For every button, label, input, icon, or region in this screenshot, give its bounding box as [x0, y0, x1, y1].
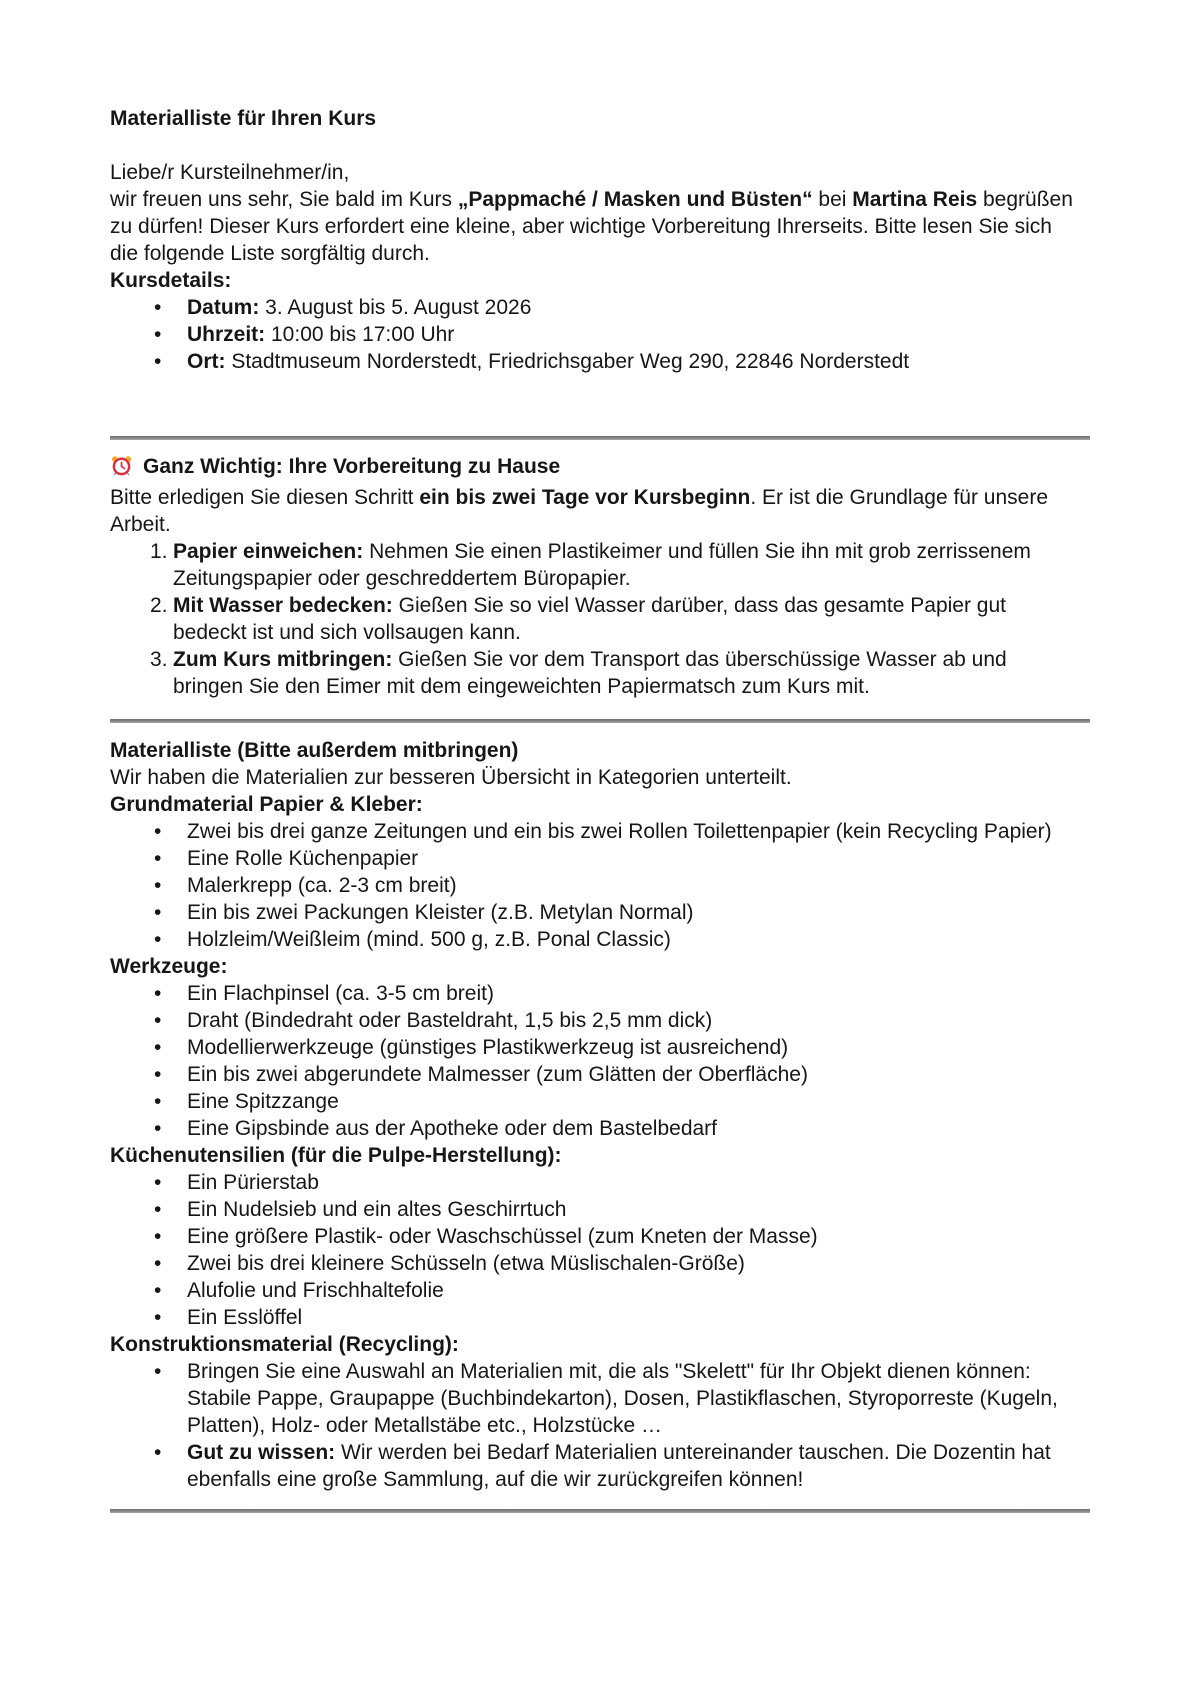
item-text: Stadtmuseum Norderstedt, Friedrichsgaber Weg 290, 22846 Norderstedt [225, 350, 910, 373]
section-divider [110, 719, 1090, 723]
item-text: Eine Spitzzange [187, 1090, 339, 1113]
prep-text-segment: . Er ist die Grundlage für unsere Arbeit. [110, 486, 1049, 536]
step-label: Mit Wasser bedecken: [173, 594, 393, 617]
course-name: „Pappmaché / Masken und Büsten“ [457, 188, 813, 211]
item-text: Eine größere Plastik- oder Waschschüssel (zum Kneten der Masse) [187, 1225, 818, 1248]
prep-text-segment: Bitte erledigen Sie diesen Schritt [110, 486, 420, 509]
item-text: Zwei bis drei ganze Zeitungen und ein bis zwei Rollen Toilettenpapier (kein Recycling Papier) [187, 820, 1052, 843]
alarm-clock-icon [110, 454, 133, 484]
preparation-intro [110, 484, 1076, 538]
item-label: Ort: [187, 350, 226, 373]
item-label: Datum: [187, 296, 260, 319]
item-text: Zwei bis drei kleinere Schüsseln (etwa Müslischalen-Größe) [187, 1252, 745, 1275]
material-item [110, 872, 1076, 899]
kursdetails-heading: Kursdetails: [110, 269, 232, 292]
preparation-heading-text: Ganz Wichtig: Ihre Vorbereitung zu Hause [143, 455, 561, 478]
material-item [110, 1034, 1076, 1061]
intro-text-segment: wir freuen uns sehr, Sie bald im Kurs [110, 188, 458, 211]
item-label: Gut zu wissen: [187, 1441, 336, 1464]
step-label: Zum Kurs mitbringen: [173, 648, 393, 671]
material-item [110, 1007, 1076, 1034]
list-item-ort [110, 348, 1076, 375]
step-item-1 [110, 538, 1076, 592]
category-list-werkzeuge [110, 980, 1076, 1142]
materials-heading: Materialliste (Bitte außerdem mitbringen) [110, 739, 519, 762]
category-list-grundmaterial [110, 818, 1076, 953]
material-item [110, 1439, 1076, 1493]
intro-paragraph [110, 186, 1076, 267]
intro-text-segment: begrüßen zu dürfen! Dieser Kurs erfordert eine kleine, aber wichtige Vorbereitung Ihrerseits. Bitte lesen Sie sich die folgende Liste sorgfältig durch. [110, 188, 1073, 265]
instructor-name: Martina Reis [852, 188, 978, 211]
item-text: Bringen Sie eine Auswahl an Materialien mit, die als "Skelett" für Ihr Objekt dienen können: Stabile Pappe, Graupappe (Buchbindekarton), Dosen, Plastikflaschen, Styroporreste (Kugeln, Platten), Holz- oder Metallstäbe etc., Holzstücke … [187, 1360, 1058, 1437]
item-text: Ein bis zwei Packungen Kleister (z.B. Metylan Normal) [187, 901, 694, 924]
kursdetails-list [110, 294, 1076, 375]
salutation: Liebe/r Kursteilnehmer/in, [110, 161, 350, 184]
materials-intro: Wir haben die Materialien zur besseren Übersicht in Kategorien unterteilt. [110, 766, 792, 789]
material-item [110, 1358, 1076, 1439]
material-item [110, 1304, 1076, 1331]
item-text: 3. August bis 5. August 2026 [259, 296, 532, 319]
item-text: Malerkrepp (ca. 2-3 cm breit) [187, 874, 457, 897]
material-item [110, 980, 1076, 1007]
page-title: Materialliste für Ihren Kurs [110, 107, 377, 130]
item-text: Ein Pürierstab [187, 1171, 319, 1194]
category-heading-kuechenutensilien: Küchenutensilien (für die Pulpe-Herstellung): [110, 1144, 562, 1167]
material-item [110, 818, 1076, 845]
item-text: Wir werden bei Bedarf Materialien untereinander tauschen. Die Dozentin hat ebenfalls eine große Sammlung, auf die wir zurückgreifen können! [187, 1441, 1051, 1491]
step-text: Gießen Sie vor dem Transport das überschüssige Wasser ab und bringen Sie den Eimer mit dem eingeweichten Papiermatsch zum Kurs mit. [173, 648, 1007, 698]
category-list-konstruktionsmaterial [110, 1358, 1076, 1493]
material-item [110, 845, 1076, 872]
preparation-heading [110, 453, 1090, 484]
step-item-2 [110, 592, 1076, 646]
step-label: Papier einweichen: [173, 540, 364, 563]
step-text: Nehmen Sie einen Plastikeimer und füllen Sie ihn mit grob zerrissenem Zeitungspapier oder geschreddertem Büropapier. [173, 540, 1031, 590]
preparation-steps [110, 538, 1076, 700]
material-item [110, 1115, 1076, 1142]
list-item-uhrzeit [110, 321, 1076, 348]
item-text: Ein Esslöffel [187, 1306, 303, 1329]
step-item-3 [110, 646, 1076, 700]
item-text: Eine Rolle Küchenpapier [187, 847, 419, 870]
item-text: Ein Nudelsieb und ein altes Geschirrtuch [187, 1198, 567, 1221]
section-divider [110, 1509, 1090, 1513]
category-heading-konstruktionsmaterial: Konstruktionsmaterial (Recycling): [110, 1333, 459, 1356]
item-text: Draht (Bindedraht oder Basteldraht, 1,5 bis 2,5 mm dick) [187, 1009, 713, 1032]
material-item [110, 1250, 1076, 1277]
category-heading-werkzeuge: Werkzeuge: [110, 955, 228, 978]
item-text: Modellierwerkzeuge (günstiges Plastikwerkzeug ist ausreichend) [187, 1036, 789, 1059]
item-label: Uhrzeit: [187, 323, 266, 346]
material-item [110, 1277, 1076, 1304]
category-list-kuechenutensilien [110, 1169, 1076, 1331]
item-text: Eine Gipsbinde aus der Apotheke oder dem Bastelbedarf [187, 1117, 718, 1140]
list-item-datum [110, 294, 1076, 321]
material-item [110, 1169, 1076, 1196]
material-item [110, 1088, 1076, 1115]
material-item [110, 1223, 1076, 1250]
material-item [110, 1196, 1076, 1223]
intro-text-segment: bei [812, 188, 853, 211]
item-text: Ein Flachpinsel (ca. 3-5 cm breit) [187, 982, 494, 1005]
item-text: Holzleim/Weißleim (mind. 500 g, z.B. Ponal Classic) [187, 928, 671, 951]
material-item [110, 926, 1076, 953]
prep-deadline: ein bis zwei Tage vor Kursbeginn [419, 486, 751, 509]
item-text: Alufolie und Frischhaltefolie [187, 1279, 444, 1302]
category-heading-grundmaterial: Grundmaterial Papier & Kleber: [110, 793, 423, 816]
item-text: 10:00 bis 17:00 Uhr [265, 323, 455, 346]
item-text: Ein bis zwei abgerundete Malmesser (zum Glätten der Oberfläche) [187, 1063, 808, 1086]
step-text: Gießen Sie so viel Wasser darüber, dass das gesamte Papier gut bedeckt ist und sich vollsaugen kann. [173, 594, 1006, 644]
material-item [110, 899, 1076, 926]
material-item [110, 1061, 1076, 1088]
section-divider [110, 436, 1090, 440]
